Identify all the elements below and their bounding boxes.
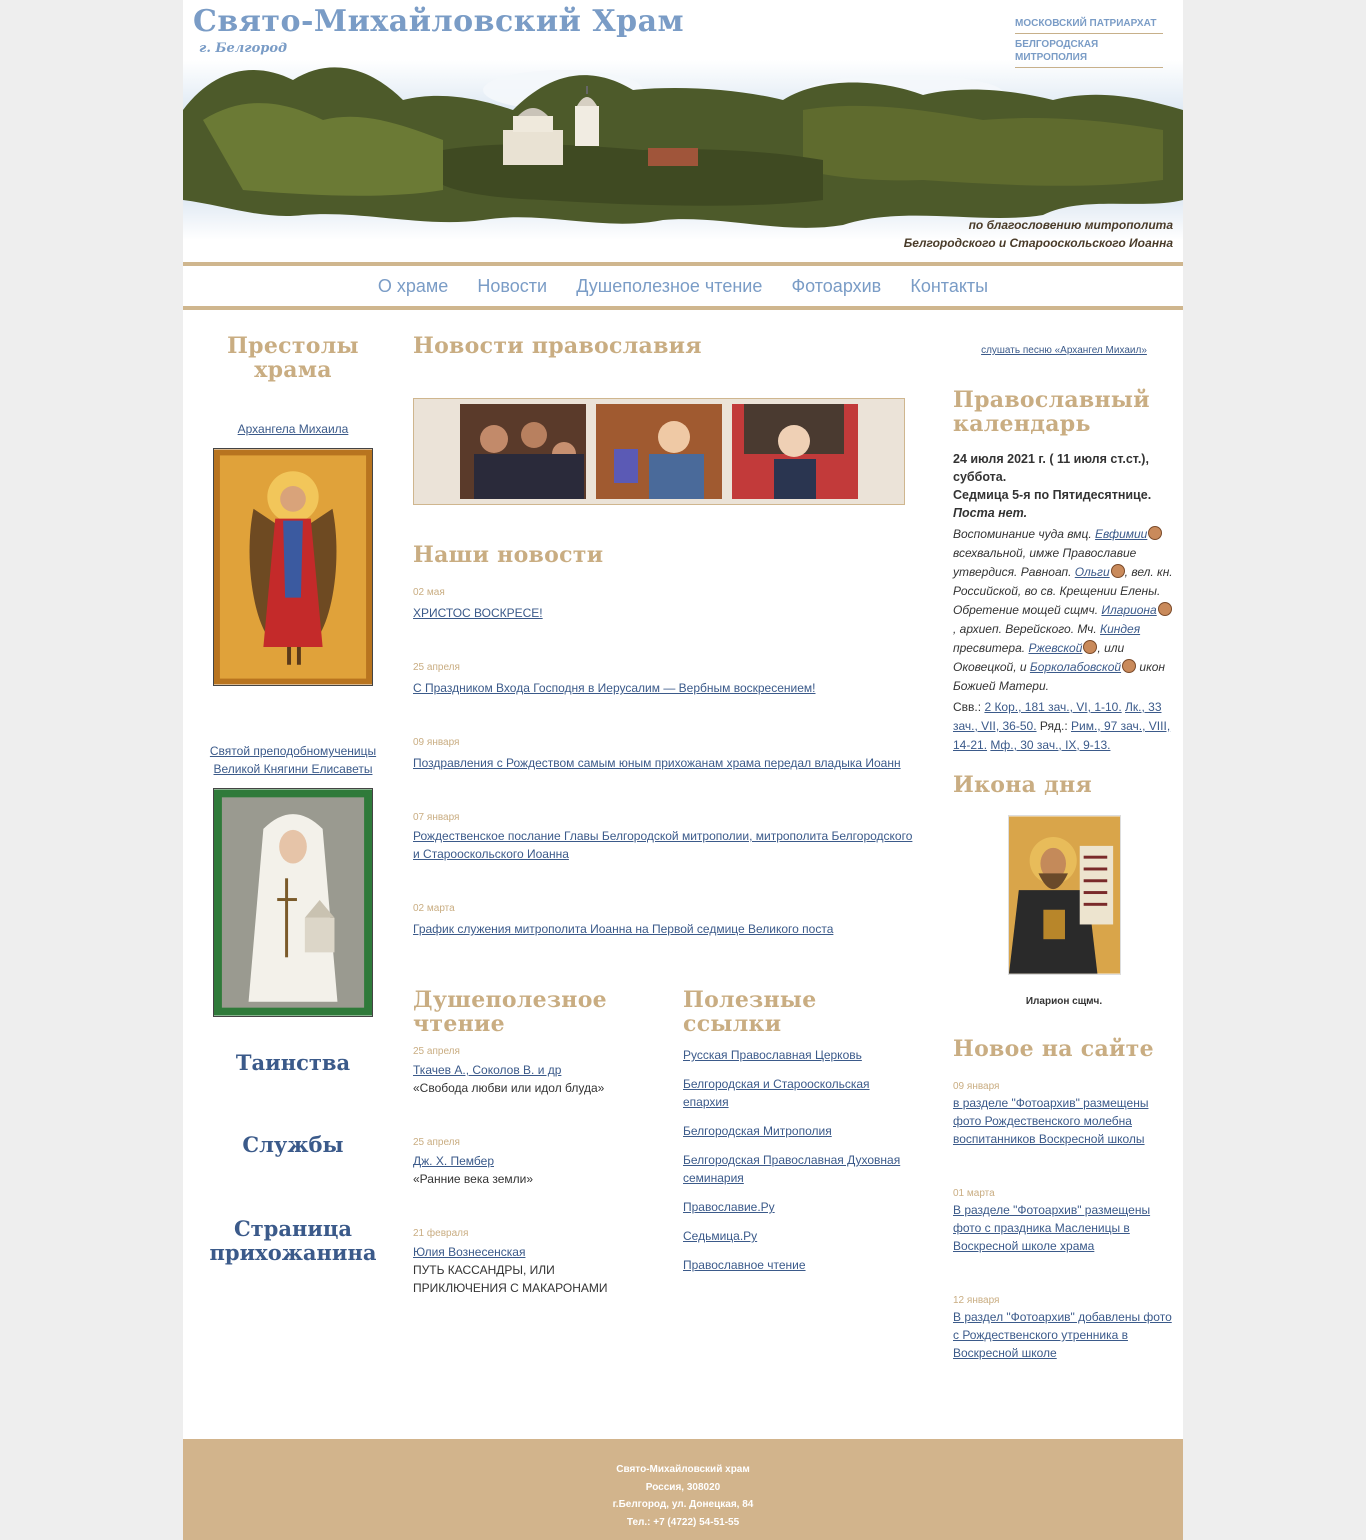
news-link[interactable]: Рождественское послание Главы Белгородской митрополии, митрополита Белгородского и Старооскольского Иоанна	[413, 829, 913, 861]
footer-phone: Тел.: +7 (4722) 54-51-55	[626, 1516, 740, 1528]
whats-new-link[interactable]: В раздел "Фотоархив" добавлены фото с Рождественского утренника в Воскресной школе	[953, 1310, 1172, 1360]
icon-of-day-image[interactable]	[1008, 815, 1121, 975]
whats-new-link[interactable]: В разделе "Фотоархив" размещены фото с праздника Масленицы в Воскресной школе храма	[953, 1203, 1151, 1253]
readings-label: Свв.:	[953, 700, 982, 714]
news-date: 09 января	[413, 737, 460, 748]
calendar-text: , вел. кн. Российской, во св. Крещении Елены. Обретение мощей сщмч.	[953, 565, 1173, 617]
news-link[interactable]: График служения митрополита Иоанна на Первой седмице Великого поста	[413, 922, 834, 936]
news-link[interactable]: ХРИСТОС ВОСКРЕСЕ!	[413, 606, 543, 620]
blessing-line-2: Белгородского и Старооскольского Иоанна	[903, 236, 1173, 250]
whats-new-date: 01 марта	[953, 1188, 995, 1199]
whats-new-item	[953, 1188, 1175, 1255]
news-item	[413, 587, 913, 622]
saint-link[interactable]: Борколабовской	[1029, 660, 1122, 674]
right-column	[953, 334, 1175, 1362]
site-city: г. Белгород	[199, 41, 288, 56]
patriarchate-block	[1015, 17, 1163, 72]
calendar-date-block	[953, 450, 1175, 522]
saint-link[interactable]: Ржевской	[1028, 641, 1083, 655]
reading-link[interactable]: 2 Кор., 181 зач., VI, 1-10.	[984, 700, 1122, 714]
footer	[183, 1439, 1183, 1540]
reading-date: 25 апреля	[413, 1046, 460, 1057]
reading-date: 25 апреля	[413, 1137, 460, 1148]
our-news-title: Наши новости	[413, 542, 604, 568]
news-date: 25 апреля	[413, 662, 460, 673]
left-column	[193, 334, 393, 1265]
main-nav	[183, 262, 1183, 310]
calendar-text: икон Божией Матери.	[953, 660, 1166, 693]
reading-title-line-1: Душеполезное	[413, 987, 607, 1013]
saint-icon[interactable]	[1083, 640, 1097, 654]
useful-link[interactable]: Православие.Ру	[683, 1200, 775, 1214]
useful-links-section	[683, 988, 908, 1274]
saint-icon[interactable]	[1158, 602, 1172, 616]
nav-news[interactable]: Новости	[477, 276, 548, 296]
useful-link[interactable]: Белгородская Православная Духовная семинария	[683, 1153, 901, 1185]
reading-title	[413, 988, 653, 1036]
footer-address: г.Белгород, ул. Донецкая, 84	[612, 1499, 754, 1510]
news-link[interactable]: Поздравления с Рождеством самым юным прихожанам храма передал владыка Иоанн	[413, 756, 901, 770]
news-date: 02 марта	[413, 903, 455, 914]
calendar-text: Воспоминание чуда вмц.	[953, 527, 1092, 541]
whats-new-item	[953, 1295, 1175, 1362]
useful-link[interactable]: Белгородская и Старооскольская епархия	[683, 1077, 870, 1109]
altar-archangel-michael-link[interactable]: Архангела Михаила	[237, 422, 349, 436]
calendar-readings	[953, 698, 1175, 755]
nav-reading[interactable]: Душеполезное чтение	[576, 276, 763, 296]
news-date: 02 мая	[413, 587, 445, 598]
orthodox-news-slider[interactable]	[413, 398, 905, 505]
services-link[interactable]: Службы	[242, 1132, 344, 1157]
readings-label: Ряд.:	[1039, 719, 1068, 733]
whats-new-title: Новое на сайте	[953, 1036, 1154, 1062]
news-item	[413, 812, 913, 863]
reading-link[interactable]: Мф., 30 зач., IX, 9-13.	[990, 738, 1111, 752]
reading-work: ПУТЬ КАССАНДРЫ, ИЛИ ПРИКЛЮЧЕНИЯ С МАКАРОНАМИ	[413, 1263, 608, 1295]
calendar-title-line-1: Православный	[953, 387, 1150, 413]
reading-item	[413, 1137, 653, 1188]
reading-date: 21 февраля	[413, 1228, 469, 1239]
parishioner-page-link[interactable]	[193, 1217, 393, 1265]
parishioner-page-line-2: прихожанина	[209, 1240, 377, 1265]
saint-icon[interactable]	[1111, 564, 1125, 578]
elisabeth-icon-image[interactable]	[213, 788, 373, 1017]
calendar-saints	[953, 525, 1175, 696]
icon-of-day-title: Икона дня	[953, 772, 1093, 798]
reading-section	[413, 988, 653, 1297]
blessing-line-1: по благословению митрополита	[968, 218, 1173, 232]
news-item	[413, 903, 913, 938]
calendar-fast: Поста нет.	[953, 506, 1028, 520]
site-title[interactable]: Свято-Михайловский Храм	[193, 4, 685, 39]
calendar-text: пресвитера.	[953, 641, 1026, 655]
news-item	[413, 662, 913, 697]
saint-icon[interactable]	[1148, 526, 1162, 540]
reading-author-link[interactable]: Дж. Х. Пембер	[413, 1154, 494, 1168]
sacraments-link[interactable]: Таинства	[235, 1050, 351, 1075]
saint-link[interactable]: Евфимии	[1095, 527, 1148, 541]
slider-photos	[414, 399, 906, 506]
reading-author-link[interactable]: Юлия Вознесенская	[413, 1245, 526, 1259]
calendar-text: , или Оковецкой, и	[953, 641, 1125, 674]
reading-author-link[interactable]: Ткачев А., Соколов В. и др	[413, 1063, 562, 1077]
saint-link[interactable]: Ольги	[1074, 565, 1110, 579]
calendar-date: 24 июля 2021 г. ( 11 июля ст.ст.), суббота.	[953, 452, 1149, 484]
reading-work: «Свобода любви или идол блуда»	[413, 1081, 605, 1095]
reading-link[interactable]: Рим., 97 зач., VIII, 14-21.	[953, 719, 1171, 752]
news-date: 07 января	[413, 812, 460, 823]
icon-of-day-caption: Иларион сщмч.	[1025, 996, 1103, 1007]
orthodox-news-title: Новости православия	[413, 333, 702, 359]
reading-link[interactable]: Лк., 33 зач., VII, 36-50.	[953, 700, 1162, 733]
useful-link[interactable]: Православное чтение	[683, 1258, 806, 1272]
nav-about[interactable]: О храме	[377, 276, 449, 296]
reading-title-line-2: чтение	[413, 1011, 505, 1037]
song-link[interactable]: слушать песню «Архангел Михаил»	[981, 345, 1147, 356]
whats-new-link[interactable]: в разделе "Фотоархив" размещены фото Рождественского молебна воспитанников Воскресной школы	[953, 1096, 1149, 1146]
news-link[interactable]: С Праздником Входа Господня в Иерусалим — Вербным воскресением!	[413, 681, 816, 695]
calendar-title	[953, 388, 1175, 436]
whats-new-date: 12 января	[953, 1295, 1000, 1306]
useful-link[interactable]: Седьмица.Ру	[683, 1229, 758, 1243]
useful-link[interactable]: Белгородская Митрополия	[683, 1124, 832, 1138]
saint-icon[interactable]	[1122, 659, 1136, 673]
useful-links-title: Полезные ссылки	[683, 987, 817, 1037]
blessing-text	[904, 216, 1173, 252]
saint-link[interactable]: Киндея	[1100, 622, 1141, 636]
archangel-michael-icon-image[interactable]	[213, 448, 373, 686]
parishioner-page-line-1: Страница	[233, 1216, 353, 1241]
reading-item	[413, 1046, 653, 1097]
calendar-text: , архиеп. Верейского. Мч.	[953, 622, 1097, 636]
altars-title: Престолы храма	[227, 333, 359, 383]
reading-work: «Ранние века земли»	[413, 1172, 534, 1186]
page	[183, 0, 1183, 1540]
whats-new-date: 09 января	[953, 1081, 1000, 1092]
calendar-week: Седмица 5-я по Пятидесятнице.	[953, 488, 1152, 502]
reading-item	[413, 1228, 653, 1297]
patriarchate-label[interactable]: МОСКОВСКИЙ ПАТРИАРХАТ	[1015, 17, 1163, 34]
useful-link[interactable]: Русская Православная Церковь	[683, 1048, 862, 1062]
calendar-text: всехвальной, имже Православие утвердися. Равноап.	[953, 546, 1137, 579]
whats-new-item	[953, 1081, 1175, 1148]
nav-contacts[interactable]: Контакты	[910, 276, 989, 296]
middle-column	[413, 333, 913, 1295]
nav-photo-archive[interactable]: Фотоархив	[791, 276, 882, 296]
header-banner	[183, 0, 1183, 262]
footer-name: Свято-Михайловский храм	[616, 1464, 750, 1475]
altar-elisabeth-line-2: Великой Княгини Елисаветы	[213, 762, 373, 776]
news-item	[413, 737, 913, 772]
calendar-title-line-2: календарь	[953, 411, 1091, 437]
footer-country: Россия, 308020	[645, 1481, 721, 1493]
metropolis-label[interactable]: БЕЛГОРОДСКАЯ МИТРОПОЛИЯ	[1015, 38, 1163, 68]
altar-elisabeth-line-1: Святой преподобномученицы	[209, 744, 377, 758]
saint-link[interactable]: Илариона	[1101, 603, 1157, 617]
altar-elisabeth-link[interactable]	[193, 742, 393, 778]
